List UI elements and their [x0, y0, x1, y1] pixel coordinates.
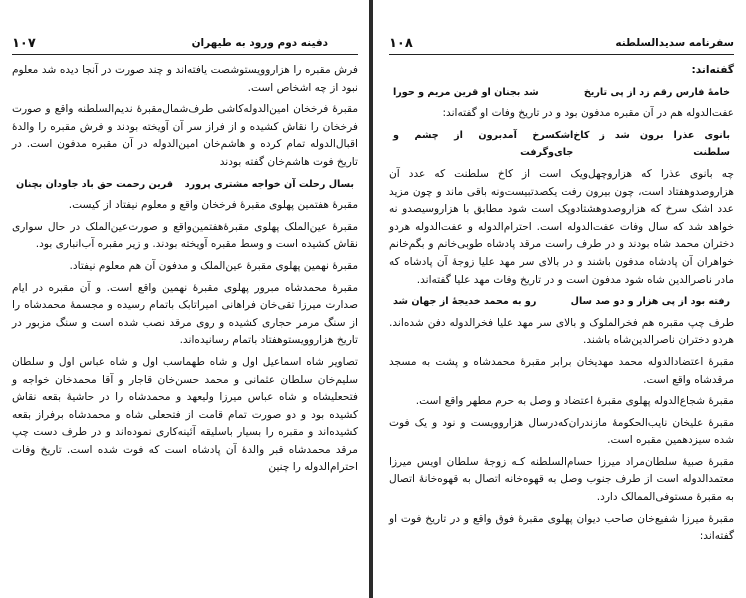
- paragraph: مقبرهٔ علیخان نایب‌الحکومهٔ مازندران‌که‌در‌سال هزاروویست و نود و یک فوت شده سیزدهمین مقبره است.: [389, 416, 734, 447]
- paragraph: فرش مقبره را هزاروویستوشصت یافته‌اند و چند صورت در آنجا دیده شد معلوم نبود از چه اشخاص است.: [12, 64, 358, 94]
- book-gutter: [369, 0, 373, 598]
- right-page-number: ۱۰۸: [389, 36, 413, 51]
- paragraph: مقبرهٔ عین‌الملک پهلوی مقبرهٔ‌هفتمین‌واقع و صورت‌عین‌الملک در حال سواری نقاش کشیده است و وسط مقبره آویخته بودند. و زیر مقبره آب‌انباری بود.: [12, 220, 358, 251]
- verse-hemistich: قرین رحمت حق باد جاودان بچنان: [16, 178, 174, 190]
- left-page-body: [12, 62, 358, 481]
- paragraph: مقبرهٔ محمدشاه مبرور پهلوی مقبرهٔ نهمین واقع است. و آن مقبره در ایام صدارت میرزا تقی‌خان فراهانی امیراتابک باتمام رسیده و مجسمهٔ محمدشاه را از سنگ مرمر حجاری کشیده و روی مرقد نصب شده است و سنگ مزبور در تاریخ هزاروویستوهفتاد باتمام رسانیده‌اند.: [12, 281, 358, 347]
- verse-line: [389, 127, 734, 162]
- verse-line: [389, 293, 734, 311]
- paragraph: مقبرهٔ نهمین پهلوی مقبرهٔ عین‌الملک و مدفون آن هم معلوم نیفتاد.: [69, 259, 358, 272]
- verse-hemistich: بسال رحلت آن خواجه مشتری پرورد: [184, 178, 354, 190]
- paragraph: مقبرهٔ صبیهٔ سلطان‌مراد میرزا حسام‌السلطنه کـه زوجهٔ سلطان اویس میرزا معتمدالدوله است از طرف جنوب وصل به قهوه‌خانه اتصال به قهوه‌خانهٔ اتصال به مقبرهٔ مستوفی‌الممالک دارد.: [389, 455, 734, 504]
- left-page-header: [12, 36, 358, 55]
- paragraph: مقبرهٔ اعتضادالدوله محمد مهدیخان برابر مقبرهٔ محمدشاه و پشت به مسجد مرقدشاه واقع است.: [389, 355, 734, 386]
- right-running-title: سفرنامه سدیدالسلطنه: [615, 37, 734, 49]
- right-page-header: [389, 36, 734, 55]
- right-page: [379, 0, 746, 598]
- paragraph: مقبرهٔ شجاع‌الدوله پهلوی مقبرهٔ اعتضاد و وصل به حرم مطهر واقع است.: [415, 395, 734, 408]
- left-running-title: دفینه دوم ورود به طیهران: [191, 37, 328, 49]
- paragraph: مقبرهٔ هفتمین پهلوی مقبرهٔ فرخخان واقع و معلوم نیفتاد از کیست.: [68, 199, 358, 212]
- verse-hemistich: شد بجنان او قرین مریم و حورا: [393, 86, 539, 98]
- verse-hemistich: اشکسرخ آمدبرون از چشم و جای‌وگرفت: [393, 129, 574, 159]
- paragraph: گفته‌اند:: [691, 64, 734, 76]
- paragraph: مقبرهٔ فرخخان امین‌الدوله‌کاشی طرف‌شمال‌مقبرهٔ ندیم‌السلطنه واقع و صورت فرخخان را نقاش کشیده و از فراز سر آن آویخته بودند و فرش مقبره را والدهٔ اقبال‌الدوله تمام کرده و هاشم‌خان امین‌الدوله در آن مقبره مدفون است. در تاریخ فوت هاشم‌خان گفته بودند: [12, 103, 358, 168]
- verse-line: [12, 176, 358, 194]
- right-page-body: [389, 62, 734, 550]
- paragraph: مقبرهٔ میرزا شفیع‌خان صاحب دیوان پهلوی مقبرهٔ فوق واقع و در تاریخ فوت او گفته‌اند:: [389, 512, 734, 543]
- paragraph: عفت‌الدوله هم در آن مقبره مدفون بود و در تاریخ وفات او گفته‌اند:: [442, 107, 734, 120]
- left-page: [0, 0, 368, 598]
- paragraph: طرف چپ مقبره هم فخرالملوک و بالای سر مهد علیا فخرالدوله دفن شده‌اند. هردو دختران ناصرالدین‌شاه باشند.: [389, 316, 734, 347]
- verse-hemistich: رفته بود از پی هزار و دو صد سال: [570, 296, 730, 308]
- verse-hemistich: رو به محمد خدیجهٔ از جهان شد: [393, 296, 537, 308]
- verse-hemistich: بانوی عذرا برون شد ز کاخ سلطنت: [573, 129, 730, 159]
- verse-hemistich: خامهٔ فارس رقم زد از پی تاریخ: [583, 86, 730, 98]
- left-page-number: ۱۰۷: [12, 36, 36, 51]
- verse-line: [389, 84, 734, 102]
- paragraph: چه بانوی عذرا که هزاروچهل‌ویک است از کاخ سلطنت که عدد آن هزاروصدوهفتاد است، چون بیرون رفت یکصدتبیست‌و‌نه باقی ماند و چون مزید عدد اشک سرخ که هزاروصدوهشتادوپک است شود مطابق با هزاروسیصدو نه خواهد شد که سال وفات عفت‌الدوله است. احترام‌الدوله و عفت‌الدوله هردو دختران محمد شاه بودند و در طرف راست مرقد پادشاه طوبی‌خانم و بگم‌خانم خواهران آن پادشاه مدفون باشند و در بالای سر مهد علیا زوجهٔ آن پادشاه که مادر ناصرالدین شاه شود مدفون است و در تاریخ وفات مهد علیا گفته‌اند.: [389, 167, 734, 286]
- paragraph: تصاویر شاه اسماعیل اول و شاه طهماسب اول و شاه عباس اول و سلطان سلیم‌خان سلطان عثمانی و محمد حسن‌خان قاجار و آقا محمدخان خواجه و فتحعلیشاه و شاه عباس میرزا ولیعهد و محمدشاه را در حاشیهٔ بقعه نقاش کشیده بود و دو صورت تمام قامت از فتحعلی شاه و محمدشاه برفراز بقعه کشیده‌اند و مقبره را بسیار باسلیقه آئینه‌کاری نموده‌اند و در طرف دست چپ مرقد محمدشاه قبر والدهٔ آن پادشاه است که فوت شده است. تاریخ وفات احترام‌الدوله را چنین: [12, 355, 358, 474]
